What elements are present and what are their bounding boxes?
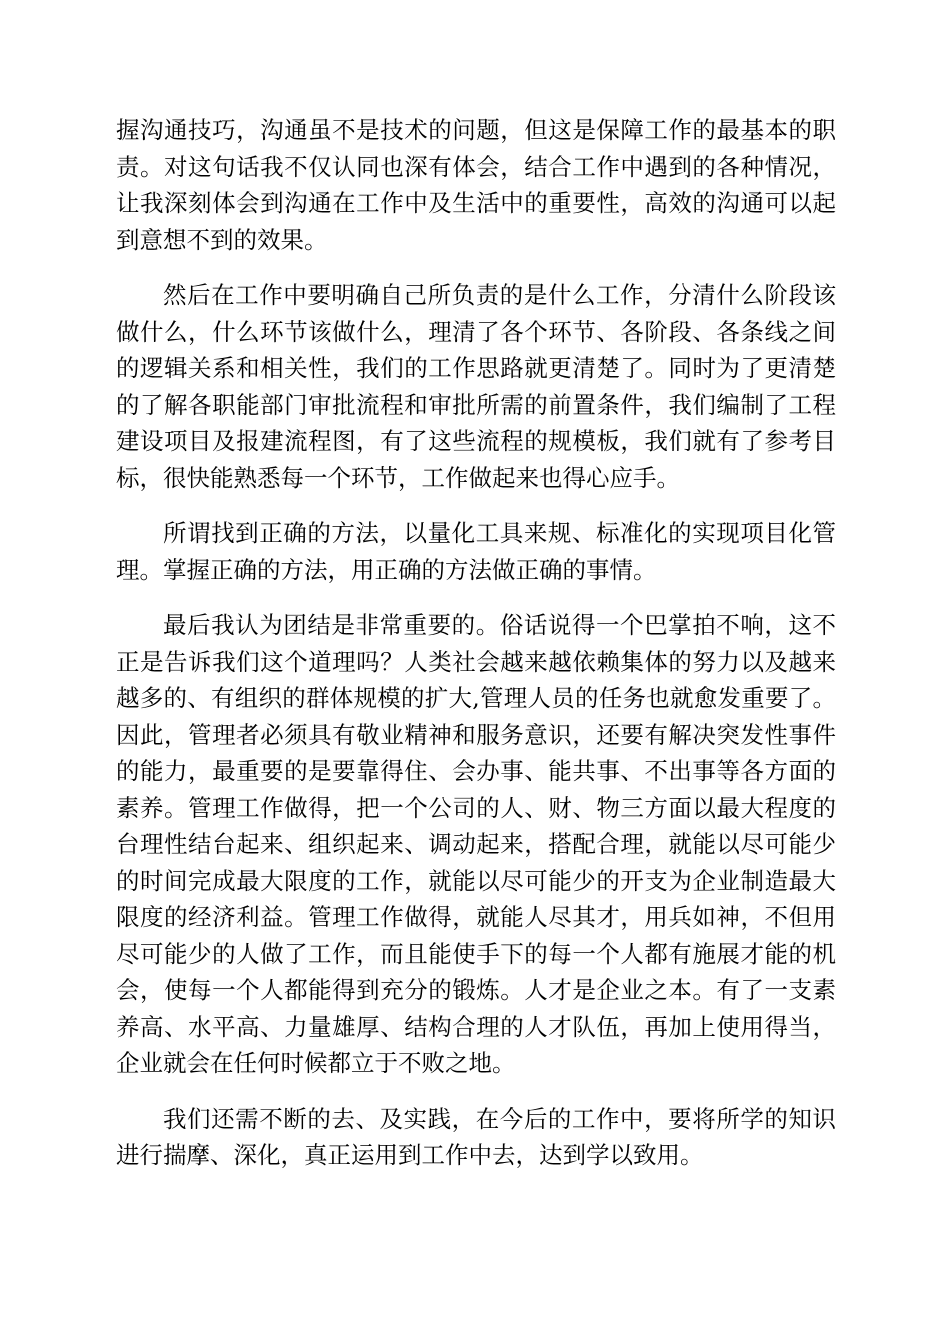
document-page: [116, 112, 836, 1193]
paragraph-communication: 握沟通技巧，沟通虽不是技术的问题，但这是保障工作的最基本的职责。对这句话我不仅认同也深有体会，结合工作中遇到的各种情况，让我深刻体会到沟通在工作中及生活中的重要性，高效的沟通可以起到意想不到的效果。: [116, 116, 836, 254]
paragraph-clarify-work: 然后在工作中要明确自己所负责的是什么工作，分清什么阶段该做什么，什么环节该做什么，理清了各个环节、各阶段、各条线之间的逻辑关系和相关性，我们的工作思路就更清楚了。同时为了更清楚的了解各职能部门审批流程和审批所需的前置条件，我们编制了工程建设项目及报建流程图，有了这些流程的规模板，我们就有了参考目标，很快能熟悉每一个环节，工作做起来也得心应手。: [116, 281, 836, 492]
paragraph-correct-method: 所谓找到正确的方法，以量化工具来规、标准化的实现项目化管理。掌握正确的方法，用正确的方法做正确的事情。: [116, 519, 836, 584]
paragraph-practice: 我们还需不断的去、及实践，在今后的工作中，要将所学的知识进行揣摩、深化，真正运用到工作中去，达到学以致用。: [116, 1104, 836, 1169]
paragraph-teamwork: 最后我认为团结是非常重要的。俗话说得一个巴掌拍不响，这不正是告诉我们这个道理吗？人类社会越来越依赖集体的努力以及越来越多的、有组织的群体规模的扩大,管理人员的任务也就愈发重要了。因此，管理者必须具有敬业精神和服务意识，还要有解决突发性事件的能力，最重要的是要靠得住、会办事、能共事、不出事等各方面的素养。管理工作做得，把一个公司的人、财、物三方面以最大程度的台理性结台起来、组织起来、调动起来，搭配合理，就能以尽可能少的时间完成最大限度的工作，就能以尽可能少的开支为企业制造最大限度的经济利益。管理工作做得，就能人尽其才，用兵如神，不但用尽可能少的人做了工作，而且能使手下的每一个人都有施展才能的机会，使每一个人都能得到充分的锻炼。人才是企业之本。有了一支素养高、水平高、力量雄厚、结构合理的人才队伍，再加上使用得当，企业就会在任何时候都立于不败之地。: [116, 611, 836, 1077]
